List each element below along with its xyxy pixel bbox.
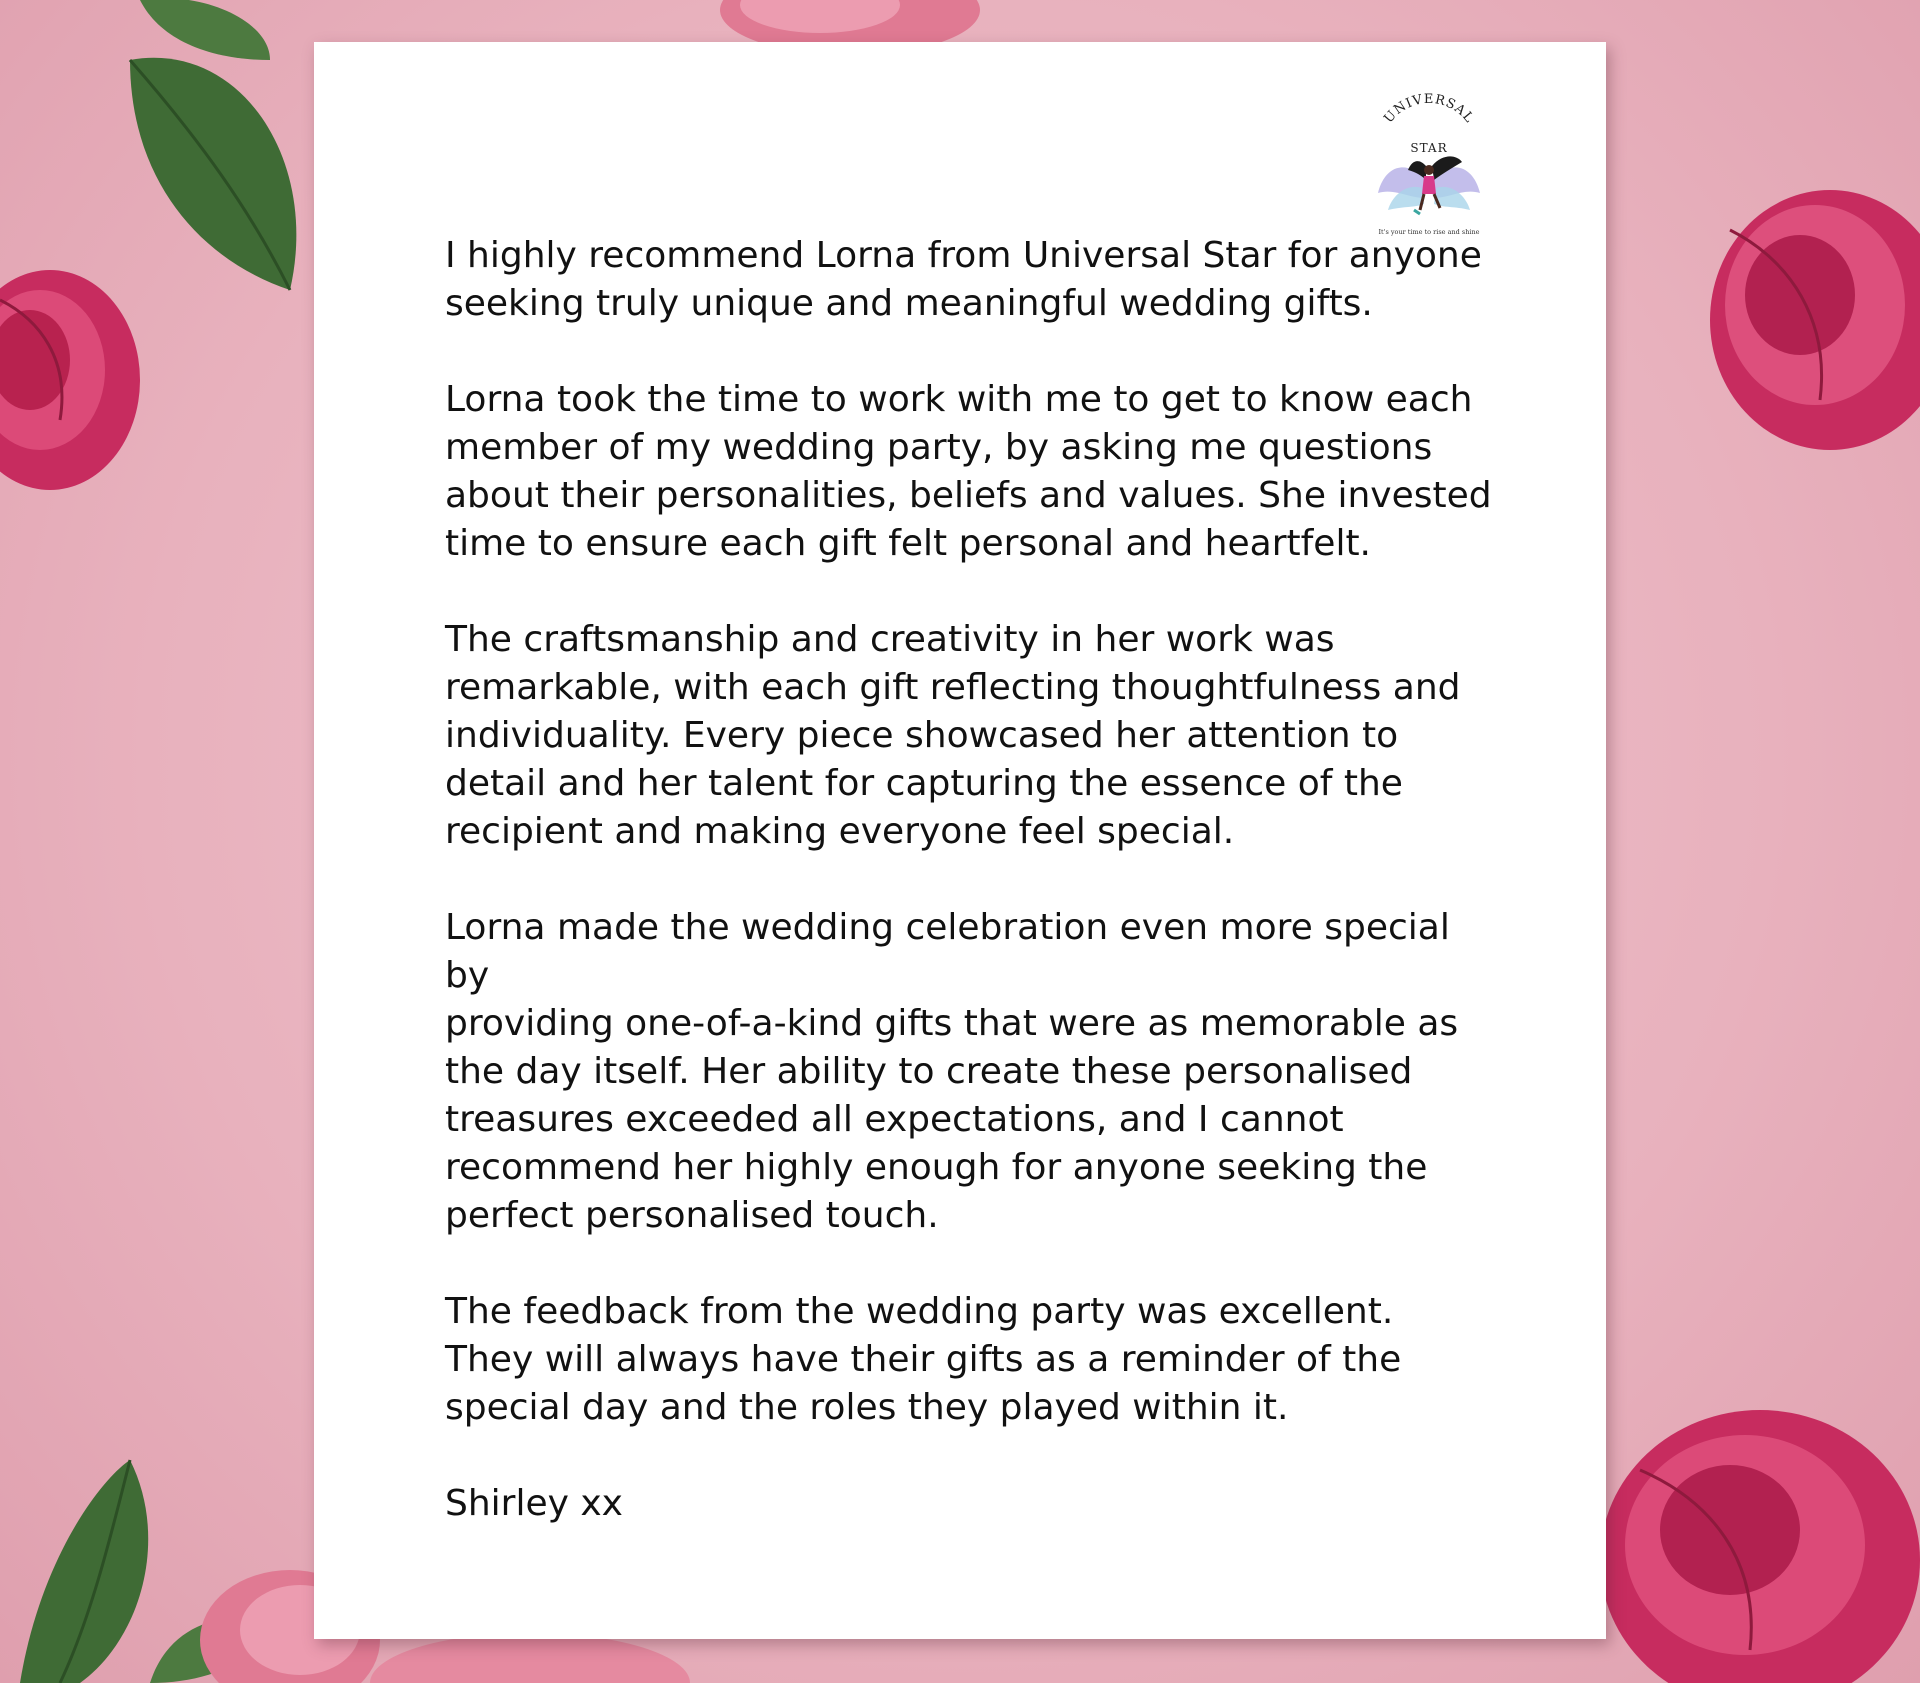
rose-icon xyxy=(1600,1410,1920,1683)
paragraph-celebration: Lorna made the wedding celebration even more special by providing one-of-a-kind gifts that were as memorable as the day itself. Her ability to create these personalised treasures exceeded all expectations, and I cannot recommend her highly enough for anyone seeking the perfect personalised touch. xyxy=(445,907,1459,1236)
testimonial-letter-page xyxy=(314,42,1606,1639)
rose-icon xyxy=(370,1633,690,1683)
svg-text:STAR: STAR xyxy=(1410,141,1448,155)
rose-icon xyxy=(0,270,140,490)
paragraph-craftsmanship: The craftsmanship and creativity in her work was remarkable, with each gift reflecting thoughtfulness and individuality. Every piece showcased her attention to detail and her talent for capturing the essence of the recipient and making everyone feel special. xyxy=(445,619,1461,852)
leaf-icon xyxy=(140,0,270,60)
leaf-icon xyxy=(130,58,296,290)
svg-text:UNIVERSAL: UNIVERSAL xyxy=(1381,91,1477,127)
paragraph-feedback: The feedback from the wedding party was excellent. They will always have their gifts as a reminder of the special day and the roles they played within it. xyxy=(445,1291,1402,1428)
signature: Shirley xx xyxy=(445,1483,623,1524)
rose-icon xyxy=(1710,190,1920,450)
universal-star-logo xyxy=(1364,88,1494,248)
leaf-icon xyxy=(20,1460,148,1683)
letter-body xyxy=(445,232,1495,1528)
logo-tagline: It's your time to rise and shine xyxy=(1378,228,1480,236)
universal-star-winged-figure-icon xyxy=(1364,88,1494,228)
paragraph-intro: I highly recommend Lorna from Universal Star for anyone seeking truly unique and meaningful wedding gifts. xyxy=(445,235,1482,324)
paragraph-process: Lorna took the time to work with me to get to know each member of my wedding party, by asking me questions about their personalities, beliefs and values. She invested time to ensure each gift felt personal and heartfelt. xyxy=(445,379,1492,564)
